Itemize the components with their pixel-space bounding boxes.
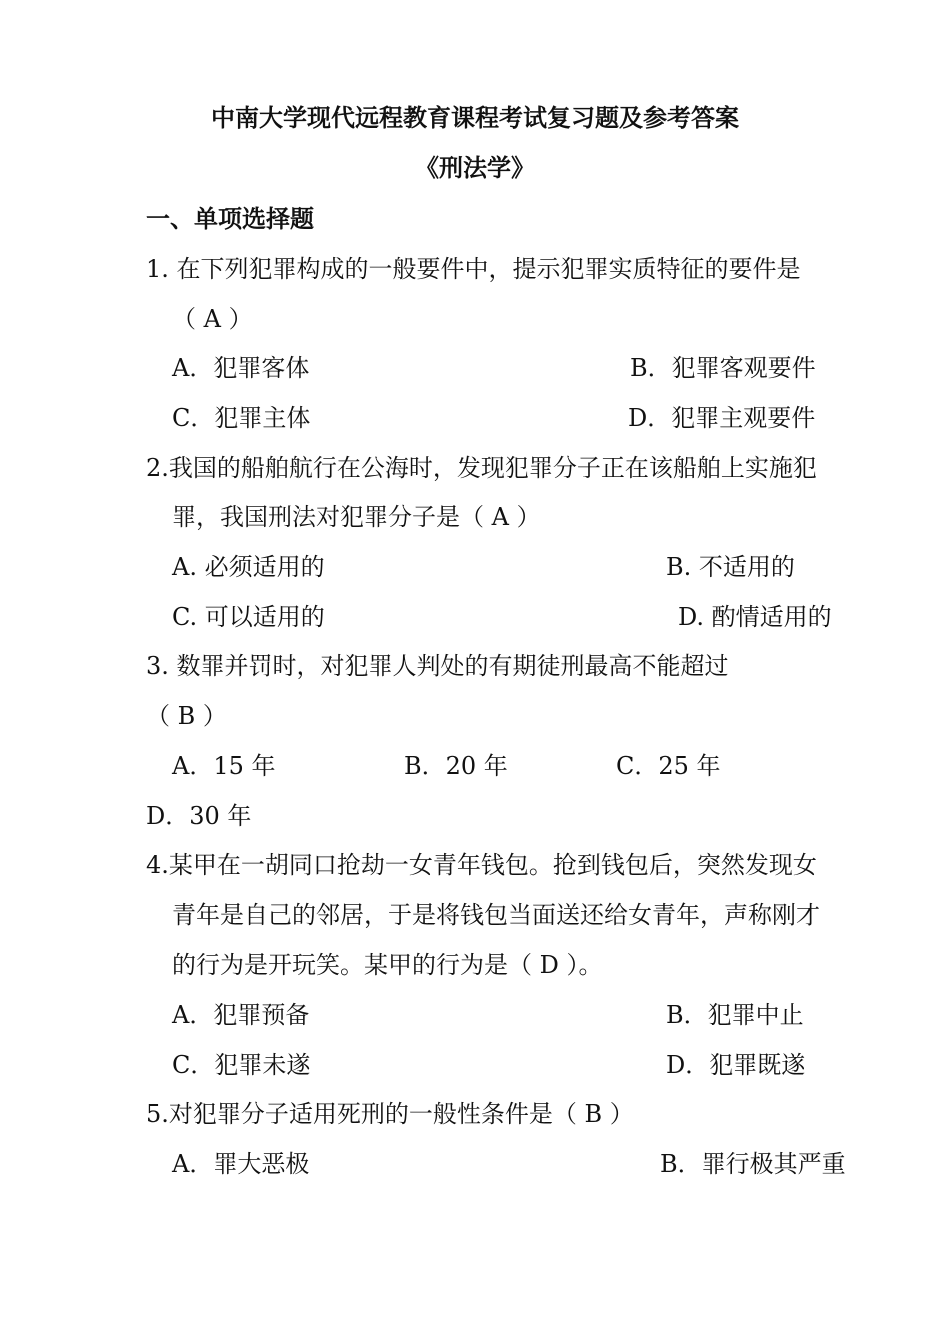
question-2-option-c: C. 可以适用的	[172, 603, 325, 631]
question-4-option-b: B．犯罪中止	[666, 1001, 804, 1029]
question-3-option-d: D．30 年	[146, 802, 252, 830]
question-3-answer: （ B ）	[146, 702, 227, 730]
question-2-option-a: A. 必须适用的	[172, 553, 325, 581]
question-1-option-b: B．犯罪客观要件	[630, 354, 816, 382]
section-heading: 一、单项选择题	[146, 205, 314, 233]
question-3-option-a: A．15 年	[172, 752, 276, 780]
question-3-stem: 3. 数罪并罚时，对犯罪人判处的有期徒刑最高不能超过	[146, 652, 729, 680]
question-1-option-d: D．犯罪主观要件	[628, 404, 816, 432]
question-2-stem-continued: 罪，我国刑法对犯罪分子是（ A ）	[172, 503, 541, 531]
question-4-stem-end: 的行为是开玩笑。某甲的行为是（ D ）。	[172, 951, 603, 979]
question-4-stem: 4.某甲在一胡同口抢劫一女青年钱包。抢到钱包后，突然发现女	[146, 851, 817, 879]
question-4-option-c: C．犯罪未遂	[172, 1051, 311, 1079]
question-3-option-c: C．25 年	[616, 752, 721, 780]
document-title: 中南大学现代远程教育课程考试复习题及参考答案	[211, 104, 739, 132]
question-3-option-b: B．20 年	[404, 752, 508, 780]
question-2-option-d: D. 酌情适用的	[678, 603, 832, 631]
question-4-option-d: D．犯罪既遂	[666, 1051, 806, 1079]
question-5-stem: 5.对犯罪分子适用死刑的一般性条件是（ B ）	[146, 1100, 634, 1128]
question-2-option-b: B. 不适用的	[666, 553, 795, 581]
question-4-stem-continued: 青年是自己的邻居，于是将钱包当面送还给女青年，声称刚才	[172, 901, 820, 929]
course-title: 《刑法学》	[415, 154, 535, 182]
question-1-option-c: C．犯罪主体	[172, 404, 311, 432]
question-5-option-a: A．罪大恶极	[172, 1150, 310, 1178]
question-1-answer: （ A ）	[172, 305, 253, 333]
question-1-stem: 1. 在下列犯罪构成的一般要件中，提示犯罪实质特征的要件是	[146, 255, 801, 283]
question-4-option-a: A．犯罪预备	[172, 1001, 310, 1029]
question-2-stem: 2.我国的船舶航行在公海时，发现犯罪分子正在该船舶上实施犯	[146, 454, 817, 482]
question-1-option-a: A．犯罪客体	[172, 354, 310, 382]
question-5-option-b: B．罪行极其严重	[660, 1150, 846, 1178]
